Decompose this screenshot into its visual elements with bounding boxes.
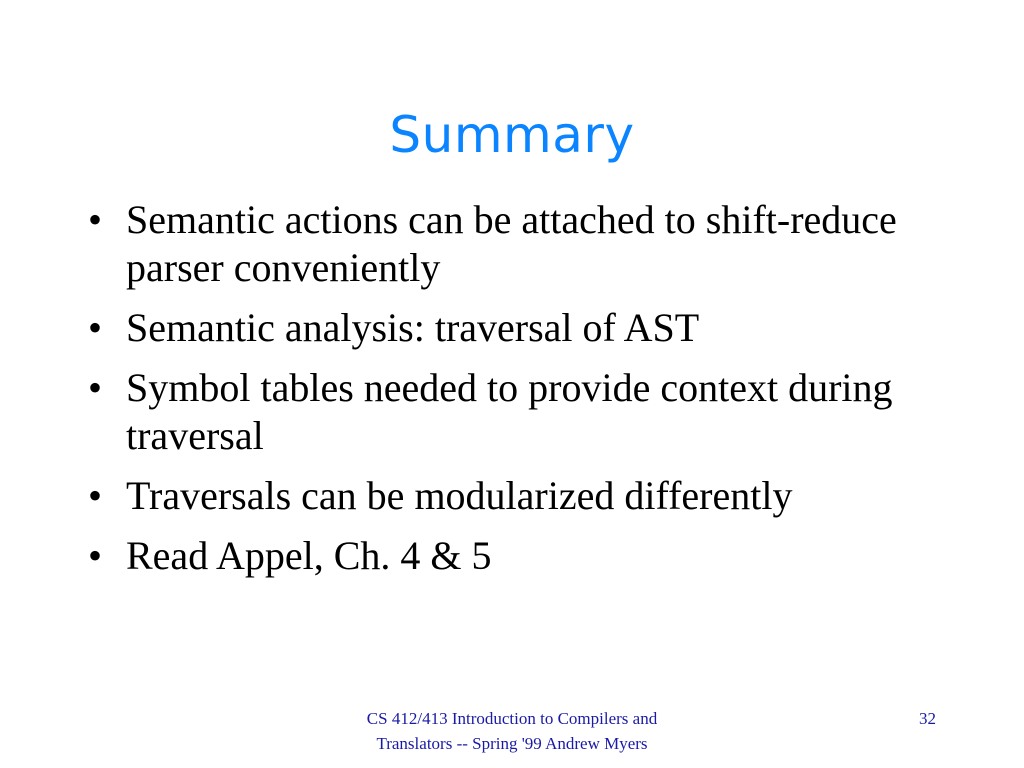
bullet-list xyxy=(88,196,948,592)
bullet-text: Symbol tables needed to provide context during traversal xyxy=(126,365,893,458)
slide-footer: CS 412/413 Introduction to Compilers and Translators -- Spring '99 Andrew Myers xyxy=(366,709,658,753)
bullet-marker: • xyxy=(88,305,103,350)
bullet-item xyxy=(88,196,948,292)
bullet-marker: • xyxy=(88,533,103,578)
bullet-marker: • xyxy=(88,365,103,410)
bullet-item xyxy=(88,472,948,520)
bullet-text: Read Appel, Ch. 4 & 5 xyxy=(126,533,492,578)
bullet-text: Semantic actions can be attached to shift-reduce parser conveniently xyxy=(126,197,897,290)
bullet-item xyxy=(88,364,948,460)
slide-title: Summary xyxy=(389,106,635,164)
bullet-marker: • xyxy=(88,473,103,518)
bullet-text: Traversals can be modularized differently xyxy=(126,473,793,518)
page-number: 32 xyxy=(919,709,936,728)
bullet-marker: • xyxy=(88,197,103,242)
bullet-item xyxy=(88,532,948,580)
bullet-item xyxy=(88,304,948,352)
bullet-text: Semantic analysis: traversal of AST xyxy=(126,305,700,350)
